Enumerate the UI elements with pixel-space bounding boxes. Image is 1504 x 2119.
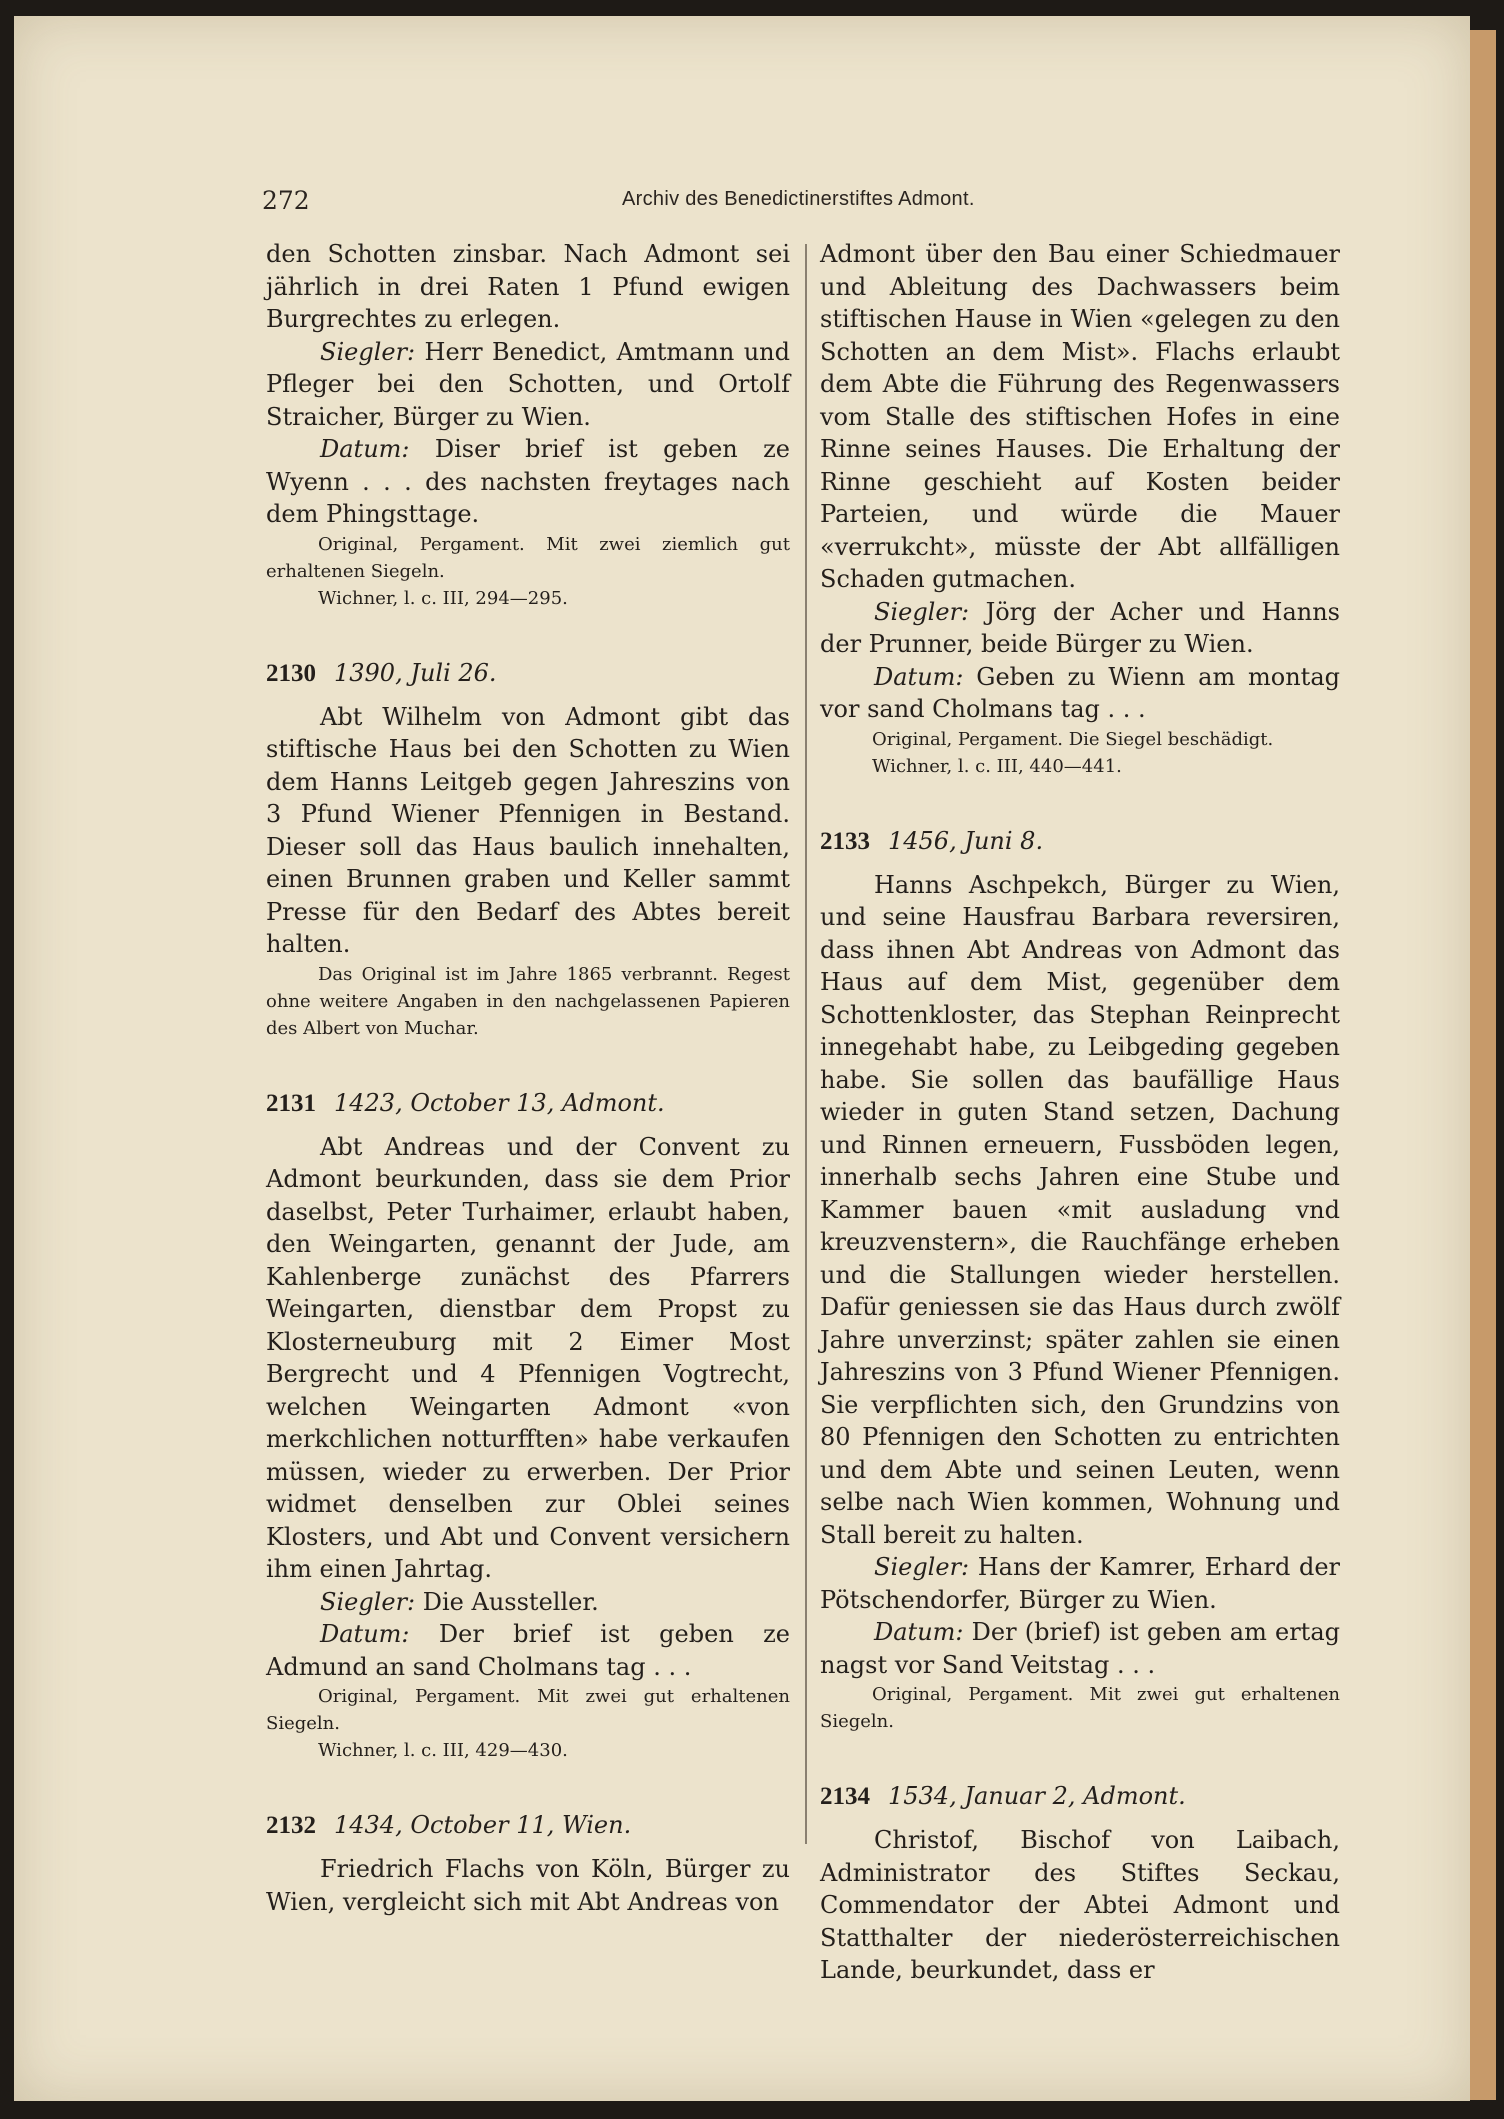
entry-text-2132: Friedrich Flachs von Köln, Bürger zu Wien, vergleicht sich mit Abt Andreas von	[266, 1855, 790, 1916]
entry-text-2133: Hanns Aschpekch, Bürger zu Wien, und seine Hausfrau Barbara reversiren, dass ihnen Abt Andreas von Admont das Haus auf dem Mist, gegenüber dem Schottenkloster, das Stephan Reinprecht innegehabt habe, zu Leibgeding gegeben habe. Sie sollen das baufällige Haus wieder in guten Stand setzen, Dachung und Rinnen erneuern, Fussböden legen, innerhalb sechs Jahren eine Stube und Kammer bauen «mit ausladung vnd kreuzvenstern», die Rauchfänge erheben und die Stallungen wieder herstellen. Dafür geniessen sie das Haus durch zwölf Jahre unverzinst; später zahlen sie einen Jahreszins von 3 Pfund Wiener Pfennigen. Sie verpflichten sich, den Grundzins von 80 Pfennigen den Schotten zu entrichten und dem Abte und seinen Leuten, wenn selbe nach Wien kommen, Wohnung und Stall bereit zu halten.	[820, 870, 1340, 1549]
entry-date: 1390, Juli 26.	[334, 658, 497, 687]
datum-label: Datum:	[320, 435, 410, 463]
siegler-text: Herr Benedict, Amtmann und Pfleger bei den Schotten, und Ortolf Straicher, Bürger zu Wien.	[266, 337, 790, 431]
right-column	[820, 238, 1340, 1987]
entry-date: 1534, Januar 2, Admont.	[888, 1782, 1186, 1810]
continued-entry-text: Admont über den Bau einer Schiedmauer und Ableitung des Dachwassers beim stiftischen Hause in Wien «gelegen zu den Schotten an dem Mist». Flachs erlaubt dem Abte die Führung des Regenwassers vom Stalle des stiftischen Hofes in eine Rinne seines Hauses. Die Erhaltung der Rinne geschieht auf Kosten beider Parteien, und würde die Mauer «verrukcht», müsste der Abt allfälligen Schaden gutmachen.	[820, 240, 1340, 593]
siegler-line	[820, 596, 1340, 661]
page-number: 272	[262, 186, 310, 215]
entry-date: 1423, October 13, Admont.	[334, 1088, 665, 1117]
datum-text: Diser brief ist geben ze Wyenn . . . des nachsten freytages nach dem Phingsttage.	[266, 435, 790, 528]
source-note: Original, Pergament. Die Siegel beschädigt.	[872, 728, 1274, 750]
datum-line-2133	[820, 1616, 1340, 1681]
datum-label: Datum:	[874, 1618, 964, 1646]
datum-text: Der (brief) ist geben am ertag nagst vor Sand Veitstag . . .	[820, 1618, 1340, 1679]
datum-label: Datum:	[320, 1620, 410, 1648]
datum-text: Der brief ist geben ze Admund an sand Cholmans tag . . .	[266, 1620, 790, 1681]
entry-heading-2133	[820, 824, 1340, 859]
entry-number: 2133	[820, 827, 870, 855]
source-note-2133: Original, Pergament. Mit zwei gut erhaltenen Siegeln.	[820, 1684, 1340, 1732]
datum-line-2131	[266, 1618, 790, 1683]
siegler-text: Hans der Kamrer, Erhard der Pötschendorfer, Bürger zu Wien.	[820, 1553, 1340, 1614]
siegler-label: Siegler:	[874, 597, 970, 626]
siegler-label: Siegler:	[320, 1587, 416, 1616]
source-note: Original, Pergament. Mit zwei ziemlich gut erhaltenen Siegeln.	[266, 533, 790, 582]
siegler-text: Jörg der Acher und Hanns der Prunner, beide Bürger zu Wien.	[820, 597, 1340, 658]
siegler-line-2133	[820, 1551, 1340, 1616]
left-column	[266, 238, 790, 1918]
entry-number: 2130	[266, 659, 316, 687]
entry-number: 2134	[820, 1783, 870, 1810]
entry-heading-2131	[266, 1086, 790, 1121]
next-page-edge	[1470, 30, 1496, 2100]
column-divider	[805, 244, 807, 1844]
entry-number: 2131	[266, 1089, 316, 1117]
siegler-line	[266, 336, 790, 434]
entry-text-2134: Christof, Bischof von Laibach, Administrator des Stiftes Seckau, Commendator der Abtei Admont und Statthalter der niederösterreichischen Lande, beurkundet, dass er	[820, 1826, 1340, 1984]
datum-label: Datum:	[874, 662, 964, 691]
source-note-2131: Original, Pergament. Mit zwei gut erhaltenen Siegeln.	[266, 1686, 790, 1734]
siegler-label: Siegler:	[320, 337, 416, 366]
datum-line	[820, 661, 1340, 726]
citation-note-2131: Wichner, l. c. III, 429—430.	[318, 1740, 568, 1761]
siegler-line-2131	[266, 1586, 790, 1619]
entry-text-2130: Abt Wilhelm von Admont gibt das stiftische Haus bei den Schotten zu Wien dem Hanns Leitgeb gegen Jahreszins von 3 Pfund Wiener Pfennigen in Bestand. Dieser soll das Haus baulich innehalten, einen Brunnen graben und Keller sammt Presse für den Bedarf des Abtes bereit halten.	[266, 702, 790, 958]
entry-date: 1456, Juni 8.	[888, 826, 1044, 855]
citation-note: Wichner, l. c. III, 440—441.	[872, 755, 1122, 777]
entry-date: 1434, October 11, Wien.	[334, 1811, 632, 1839]
citation-note: Wichner, l. c. III, 294—295.	[318, 587, 568, 609]
continued-entry-text: den Schotten zinsbar. Nach Admont sei jährlich in drei Raten 1 Pfund ewigen Burgrechtes zu erlegen.	[266, 240, 790, 333]
siegler-text: Die Aussteller.	[415, 1587, 599, 1616]
entry-text-2131: Abt Andreas und der Convent zu Admont beurkunden, dass sie dem Prior daselbst, Peter Turhaimer, erlaubt haben, den Weingarten, genannt der Jude, am Kahlenberge zunächst des Pfarrers Weingarten, dienstbar dem Propst zu Klosterneuburg mit 2 Eimer Most Bergrecht und 4 Pfennigen Vogtrecht, welchen Weingarten Admont «von merkchlichen notturfften» habe verkaufen müssen, wieder zu erwerben. Der Prior widmet denselben zur Oblei seines Klosters, und Abt und Convent versichern ihm einen Jahrtag.	[266, 1132, 790, 1583]
source-note-2130: Das Original ist im Jahre 1865 verbrannt. Regest ohne weitere Angaben in den nachgelassenen Papieren des Albert von Muchar.	[266, 963, 790, 1039]
entry-number: 2132	[266, 1812, 316, 1839]
entry-heading-2134	[820, 1779, 1340, 1814]
datum-text: Geben zu Wienn am montag vor sand Cholmans tag . . .	[820, 662, 1340, 723]
entry-heading-2130	[266, 656, 790, 691]
siegler-label: Siegler:	[874, 1553, 970, 1581]
page-header	[262, 186, 1342, 222]
running-title: Archiv des Benedictinerstiftes Admont.	[622, 188, 975, 210]
datum-line	[266, 433, 790, 531]
entry-heading-2132	[266, 1808, 790, 1843]
